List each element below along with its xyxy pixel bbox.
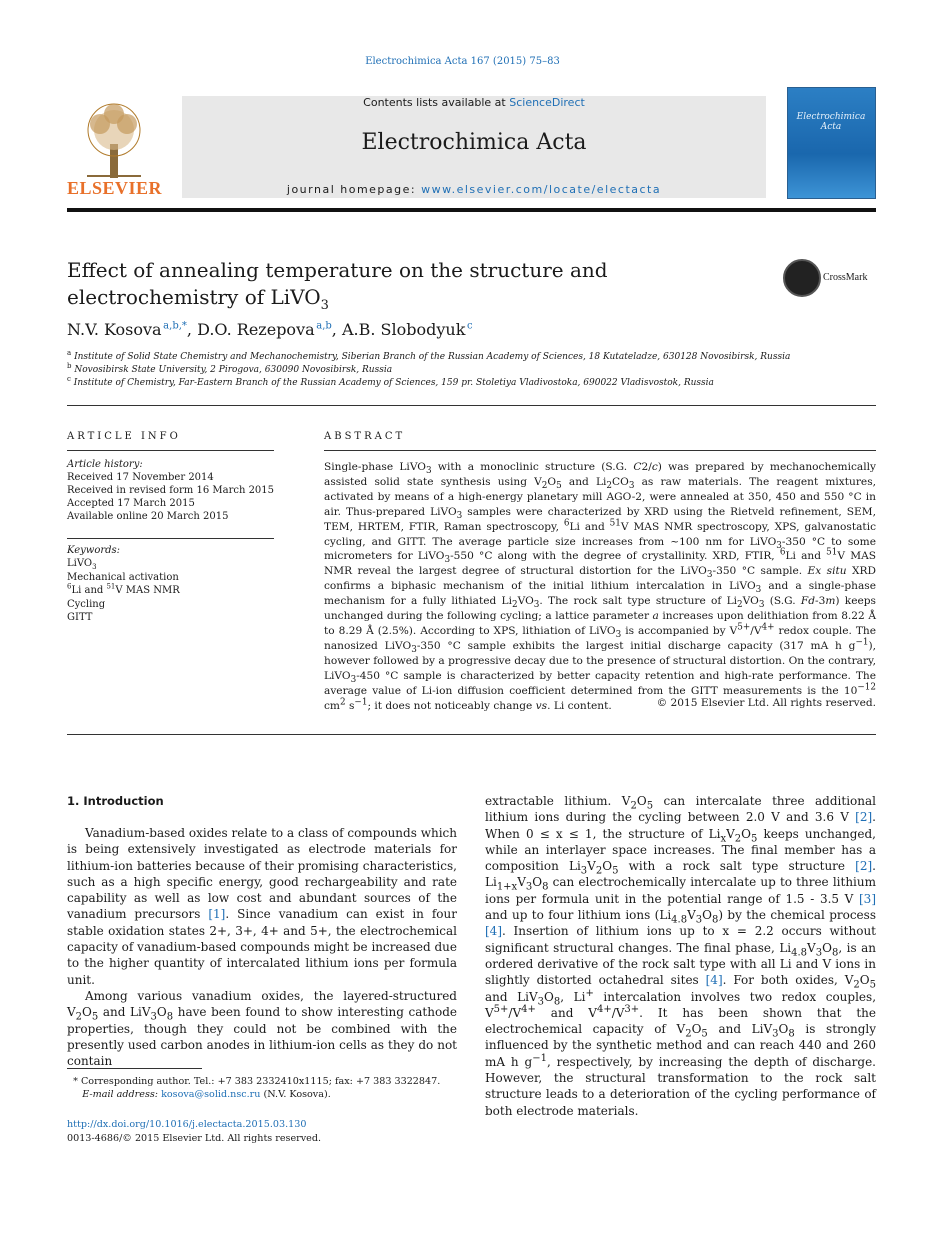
history-entry: Received 17 November 2014	[67, 472, 214, 483]
issn-line: 0013-4686/© 2015 Elsevier Ltd. All rights reserved.	[67, 1133, 322, 1144]
crossmark-icon[interactable]	[783, 259, 821, 297]
paragraph: Vanadium-based oxides relate to a class of compounds which is being extensively investigated as electrode materials for lithium-ion batteries because of their promising characteristics, such as a high specific energy, good rechargeability and rate capability as well as low cost and abundant sources of the vanadium precursors [1]. Since vanadium can exist in four stable oxidation states 2+, 3+, 4+ and 5+, the electrochemical capacity of vanadium-based compounds might be increased due to the higher quantity of intercalated lithium ions per formula unit.	[67, 826, 458, 987]
affiliation-text: Novosibirsk State University, 2 Pirogova, 630090 Novosibirsk, Russia	[74, 365, 393, 375]
author-name[interactable]: N.V. Kosova	[67, 320, 162, 339]
corresponding-text: Corresponding author. Tel.: +7 383 2332410x1115; fax: +7 383 3322847.	[80, 1076, 441, 1087]
affiliation-text: Institute of Solid State Chemistry and Mechanochemistry, Siberian Branch of the Russian Academy of Sciences, 18 Kutateladze, 630128 Novosibirsk, Russia	[74, 352, 791, 362]
elsevier-wordmark: ELSEVIER	[67, 178, 163, 198]
history-entry: Received in revised form 16 March 2015	[67, 485, 275, 496]
affiliation	[67, 349, 791, 362]
reference-link[interactable]: [2]	[855, 810, 873, 825]
contents-line	[182, 96, 766, 109]
header-rule	[67, 208, 876, 212]
email-line	[67, 1088, 440, 1101]
section-divider	[67, 405, 876, 406]
affiliation	[67, 375, 714, 388]
keywords-label: Keywords:	[67, 545, 121, 556]
author-list: N.V. Kosova $^{a,b,*}$, D.O. Rezepova $^{a,b}$, A.B. Slobodyuk $^c$	[67, 320, 473, 339]
abstract-heading: ABSTRACT	[324, 431, 406, 442]
contents-prefix: Contents lists available at	[363, 96, 510, 109]
section-divider	[67, 734, 876, 735]
paragraph: Among various vanadium oxides, the layered-structured $V_2O_5$ and $LiV_3O_8$ have been found to show interesting cathode properties, though they could not be combined with the presently used carbon anodes in lithium-ion cells as they do not contain	[67, 988, 457, 1069]
email-suffix: (N.V. Kosova).	[263, 1089, 331, 1100]
article-history	[67, 458, 274, 523]
info-divider	[67, 450, 274, 451]
reference-link[interactable]: [3]	[859, 891, 876, 906]
affiliation-mark: b	[67, 362, 72, 370]
author-affiliation-mark: a,b	[316, 320, 332, 332]
section-heading: 1. Introduction	[67, 794, 164, 808]
doi-link[interactable]: http://dx.doi.org/10.1016/j.electacta.2015.03.130	[67, 1119, 307, 1130]
corresponding-author-note: * Corresponding author. Tel.: +7 383 2332410x1115; fax: +7 383 3322847.	[67, 1076, 441, 1087]
footnote	[67, 1075, 440, 1101]
abstract-divider	[324, 450, 876, 451]
keyword-item: LiVO$_3$	[67, 558, 97, 572]
doi-block	[67, 1118, 321, 1146]
reference-link[interactable]: [4]	[705, 973, 723, 988]
author-name[interactable]: D.O. Rezepova	[197, 320, 315, 339]
body-column-left	[67, 825, 457, 1069]
history-label: Article history:	[67, 459, 143, 470]
affiliation-mark: a	[67, 349, 72, 357]
keyword-item: $^6$Li and $^{51}$V MAS NMR	[67, 582, 180, 597]
reference-link[interactable]: [4]	[485, 924, 502, 939]
email-link[interactable]: kosova@solid.nsc.ru	[161, 1089, 261, 1100]
reference-link[interactable]: [1]	[208, 907, 226, 922]
body-column-right	[485, 793, 876, 1119]
article-title-subscript: 3	[320, 298, 329, 313]
article-title	[67, 257, 777, 311]
elsevier-logo	[67, 96, 161, 200]
paragraph: extractable lithium. $V_2O_5$ can intercalate three additional lithium ions during the cycling between 2.0 V and 3.6 V [2]. When 0 ≤ x ≤ 1, the structure of $Li_xV_2O_5$ keeps unchanged, while an interlayer space increases. The final member has a composition $Li_3V_2O_5$ with a rock salt type structure [2]. $Li_{1+x}V_3O_8$ can electrochemically intercalate up to three lithium ions per formula unit in the potential range of 1.5 - 3.5 V [3] and up to four lithium ions $(Li_{4.8}V_3O_8)$ by the chemical process [4]. Insertion of lithium ions up to x = 2.2 occurs without significant structural changes. The final phase, $Li_{4.8}V_3O_8$, is an ordered derivative of the rock salt type with all Li and V ions in slightly distorted octahedral sites [4]. For both oxides, $V_2O_5$ and $LiV_3O_8$, Li+ intercalation involves two redox couples, $V^{5+}/V^{4+}$ and $V^{4+}/V^{3+}$. It has been shown that the electrochemical capacity of $V_2O_5$ and $LiV_3O_8$ is strongly influenced by the synthetic method and can reach 440 and 260 mA h $g^{-1}$, respectively, by increasing the depth of discharge. However, the structural transformation to the rock salt structure leads to a deterioration of the cycling performance of both electrode materials.	[485, 794, 877, 1118]
affiliation-text: Institute of Chemistry, Far-Eastern Branch of the Russian Academy of Sciences, 159 pr. Stoletiya Vladivostoka, 690022 Vladisvostok, Russia	[73, 378, 714, 388]
journal-citation[interactable]: Electrochimica Acta 167 (2015) 75–83	[365, 56, 560, 67]
crossmark-label[interactable]: CrossMark	[823, 272, 868, 283]
keyword-item: Mechanical activation	[67, 571, 179, 583]
history-entry: Available online 20 March 2015	[67, 511, 229, 522]
author-affiliation-mark: c	[466, 320, 473, 332]
journal-title: Electrochimica Acta	[361, 130, 587, 155]
info-divider	[67, 538, 274, 539]
homepage-link[interactable]: www.elsevier.com/locate/electacta	[421, 183, 662, 196]
keyword-item: GITT	[67, 612, 93, 624]
keyword-item: Cycling	[67, 598, 106, 610]
sciencedirect-link[interactable]: ScienceDirect	[509, 96, 585, 109]
affiliation	[67, 362, 393, 375]
homepage-line	[182, 183, 766, 196]
journal-cover[interactable]	[787, 87, 876, 199]
article-title-text: Effect of annealing temperature on the structure and electrochemistry of LiVO	[67, 258, 608, 309]
abstract-text: Single-phase LiVO$_3$ with a monoclinic structure (S.G. C2/c) was prepared by mechanochemically assisted solid state synthesis using $V_2O_5$ and $Li_2CO_3$ as raw materials. The reagent mixtures, activated by means of a high-energy planetary mill AGO-2, were annealed at 350, 450 and 550 °C in air. Thus-prepared LiVO$_3$ samples were characterized by XRD using the Rietveld refinement, SEM, TEM, HRTEM, FTIR, Raman spectroscopy, $^6$Li and $^{51}$V MAS NMR spectroscopy, XPS, galvanostatic cycling, and GITT. The average particle size increases from ~100 nm for LiVO$_3$-350 °C to some micrometers for LiVO$_3$-550 °C along with the degree of crystallinity. XRD, FTIR, $^6$Li and $^{51}$V MAS NMR reveal the largest degree of structural distortion for the LiVO$_3$-350 °C sample. Ex situ XRD confirms a biphasic mechanism of the initial lithium intercalation in LiVO$_3$ and a single-phase mechanism for a fully lithiated $Li_2VO_3$. The rock salt type structure of $Li_2VO_3$ (S.G. Fd-3m) keeps unchanged during the following cycling; a lattice parameter a increases upon delithiation from 8.22 Å to 8.29 Å (2.5%). According to XPS, lithiation of LiVO$_3$ is accompanied by $V^{5+}/V^{4+}$ redox couple. The nanosized LiVO$_3$-350 °C sample exhibits the largest initial discharge capacity (317 mA h $g^{-1}$), however followed by a progressive decay due to the presence of structural distortion. On the contrary, LiVO$_3$-450 °C sample is characterized by better capacity retention and high-rate performance. The average value of Li-ion diffusion coefficient determined from the GITT measurements is the $10^{-12}$ $cm^2$ $s^{-1}$; it does not noticeably change vs. Li content.	[324, 461, 877, 712]
abstract-copyright: © 2015 Elsevier Ltd. All rights reserved.	[656, 697, 876, 709]
reference-link[interactable]: [2]	[855, 859, 873, 874]
author-name[interactable]: A.B. Slobodyuk	[341, 320, 466, 339]
homepage-prefix: journal homepage:	[286, 183, 422, 196]
email-label: E-mail address:	[82, 1089, 159, 1100]
footnote-rule	[67, 1068, 202, 1069]
affiliation-mark: c	[67, 375, 71, 383]
article-info-heading: ARTICLE INFO	[67, 431, 181, 442]
cover-title: Electrochimica Acta	[796, 112, 866, 132]
history-entry: Accepted 17 March 2015	[67, 498, 195, 509]
keywords-block	[67, 544, 180, 624]
author-affiliation-mark: a,b,*	[163, 320, 187, 332]
